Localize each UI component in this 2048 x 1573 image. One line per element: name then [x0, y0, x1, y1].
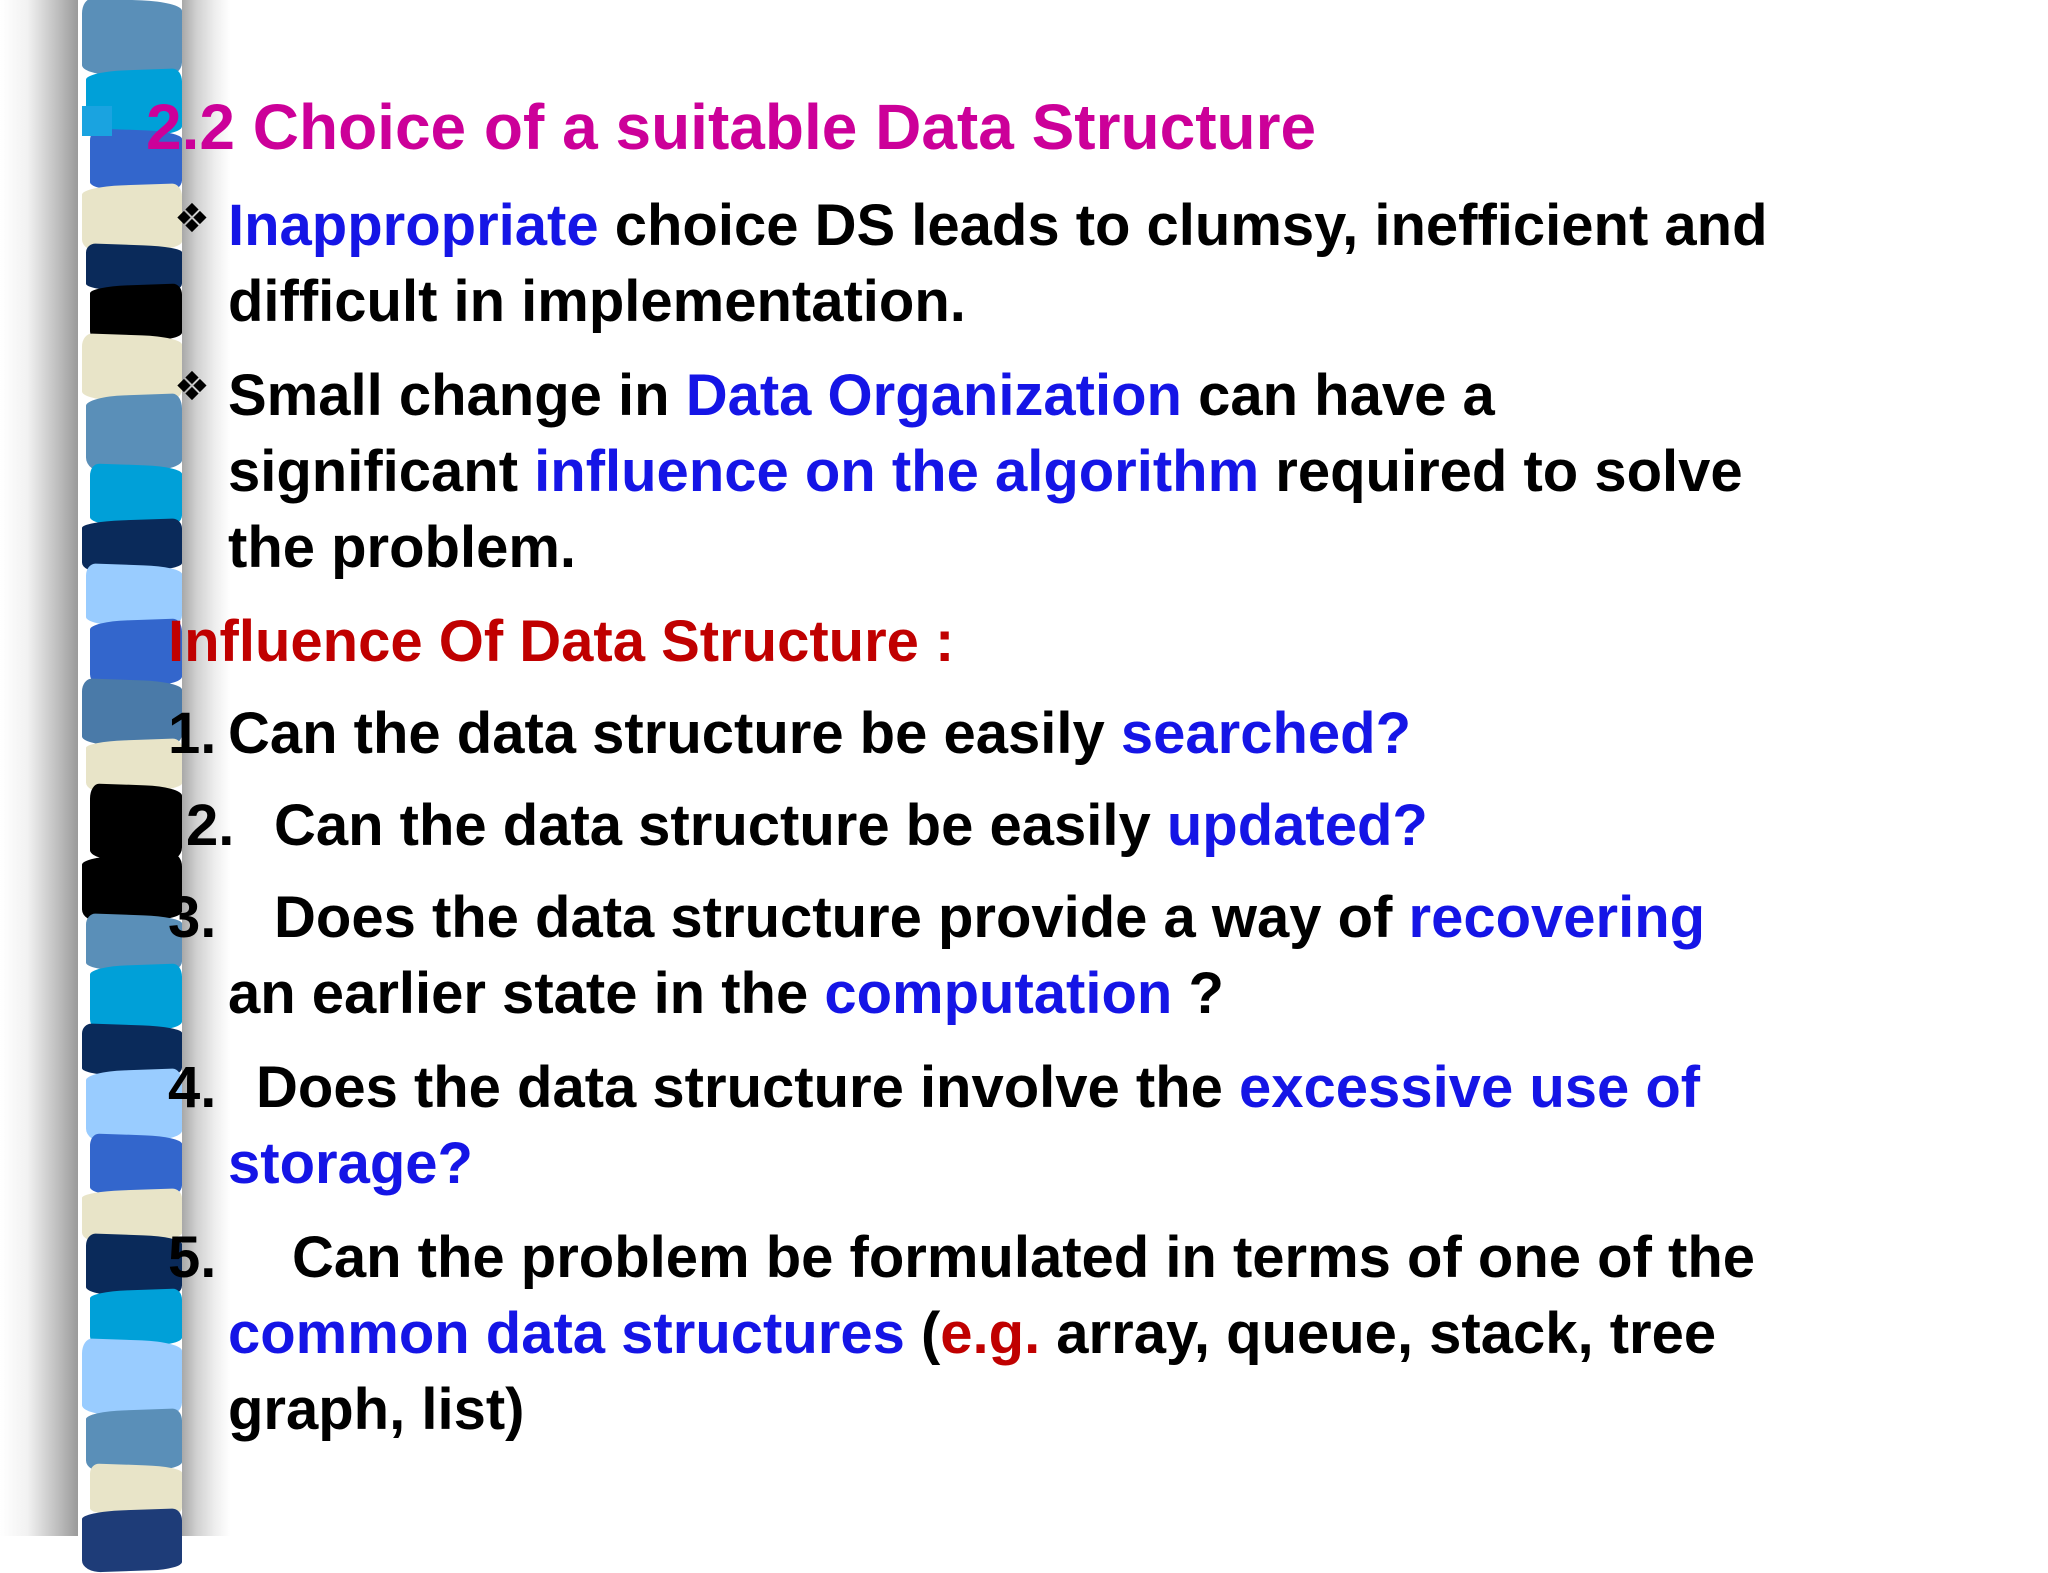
- item-5-emphasis: common data structures: [228, 1301, 905, 1366]
- item-5-text-b: array, queue, stack, tree: [1040, 1301, 1717, 1366]
- bullet-2-emphasis-a: Data Organization: [685, 363, 1182, 428]
- bullet-2-line-2: [228, 438, 1743, 505]
- item-4-number: 4.: [168, 1055, 217, 1120]
- bullet-2-line-3: the problem.: [228, 515, 577, 580]
- item-1-emphasis: searched?: [1120, 701, 1412, 766]
- item-3-emphasis-b: computation: [824, 961, 1173, 1026]
- item-5-line-1: Can the problem be formulated in terms of one of the: [292, 1225, 1755, 1290]
- item-3-number: 3.: [168, 885, 217, 950]
- item-3-line-2: [228, 960, 1224, 1027]
- item-2-line-1: [274, 792, 1428, 859]
- decorative-band: [82, 1338, 182, 1417]
- item-5-line-3: graph, list): [228, 1377, 525, 1442]
- decorative-band: [82, 678, 182, 747]
- decorative-band: [90, 963, 182, 1032]
- bullet-1-text: choice DS leads to clumsy, inefficient and: [598, 193, 1768, 258]
- decorative-band: [86, 393, 182, 472]
- diamond-bullet-icon: ❖: [174, 365, 210, 409]
- item-1-number: 1.: [168, 701, 217, 766]
- bullet-2-text-b: can have a: [1181, 363, 1495, 428]
- item-5-number: 5.: [168, 1225, 217, 1290]
- item-3-text-a: Does the data structure provide a way of: [274, 885, 1409, 950]
- bullet-2-emphasis-b: influence on the algorithm: [534, 439, 1260, 504]
- item-2-text: Can the data structure be easily: [274, 793, 1167, 858]
- item-3-text-c: ?: [1172, 961, 1224, 1026]
- item-5-paren: (: [904, 1301, 941, 1366]
- decorative-band: [82, 853, 182, 922]
- item-1-line-1: [228, 700, 1411, 767]
- square-bullet-icon: [82, 106, 112, 136]
- item-5-eg: e.g.: [940, 1301, 1041, 1366]
- item-4-line-1: [256, 1054, 1700, 1121]
- bullet-2-text-a: Small change in: [228, 363, 686, 428]
- item-3-emphasis-a: recovering: [1408, 885, 1706, 950]
- decorative-band: [82, 1508, 182, 1572]
- item-4-text: Does the data structure involve the: [256, 1055, 1240, 1120]
- item-2-emphasis: updated?: [1166, 793, 1428, 858]
- decorative-band: [82, 0, 182, 78]
- decorative-band: [82, 333, 182, 402]
- item-4-line-2: storage?: [228, 1131, 473, 1196]
- bullet-1-line-1: [228, 192, 1768, 259]
- decorative-band: [82, 183, 182, 252]
- item-4-emphasis-a: excessive use of: [1239, 1055, 1701, 1120]
- bullet-2-line-1: [228, 362, 1495, 429]
- bullet-2-text-c: significant: [228, 439, 535, 504]
- section-heading: Influence Of Data Structure :: [168, 609, 955, 674]
- bullet-1-line-2: difficult in implementation.: [228, 269, 966, 334]
- item-3-text-b: an earlier state in the: [228, 961, 825, 1026]
- item-1-text: Can the data structure be easily: [228, 701, 1121, 766]
- diamond-bullet-icon: ❖: [174, 197, 210, 241]
- item-2-number: 2.: [186, 793, 235, 858]
- bullet-1-emphasis: Inappropriate: [228, 193, 599, 258]
- slide-title: 2.2 Choice of a suitable Data Structure: [146, 91, 1317, 163]
- strip-shade-left: [0, 0, 78, 1536]
- item-5-line-2: [228, 1300, 1716, 1367]
- item-3-line-1: [274, 884, 1705, 951]
- bullet-2-text-d: required to solve: [1259, 439, 1743, 504]
- decorative-band: [90, 783, 182, 862]
